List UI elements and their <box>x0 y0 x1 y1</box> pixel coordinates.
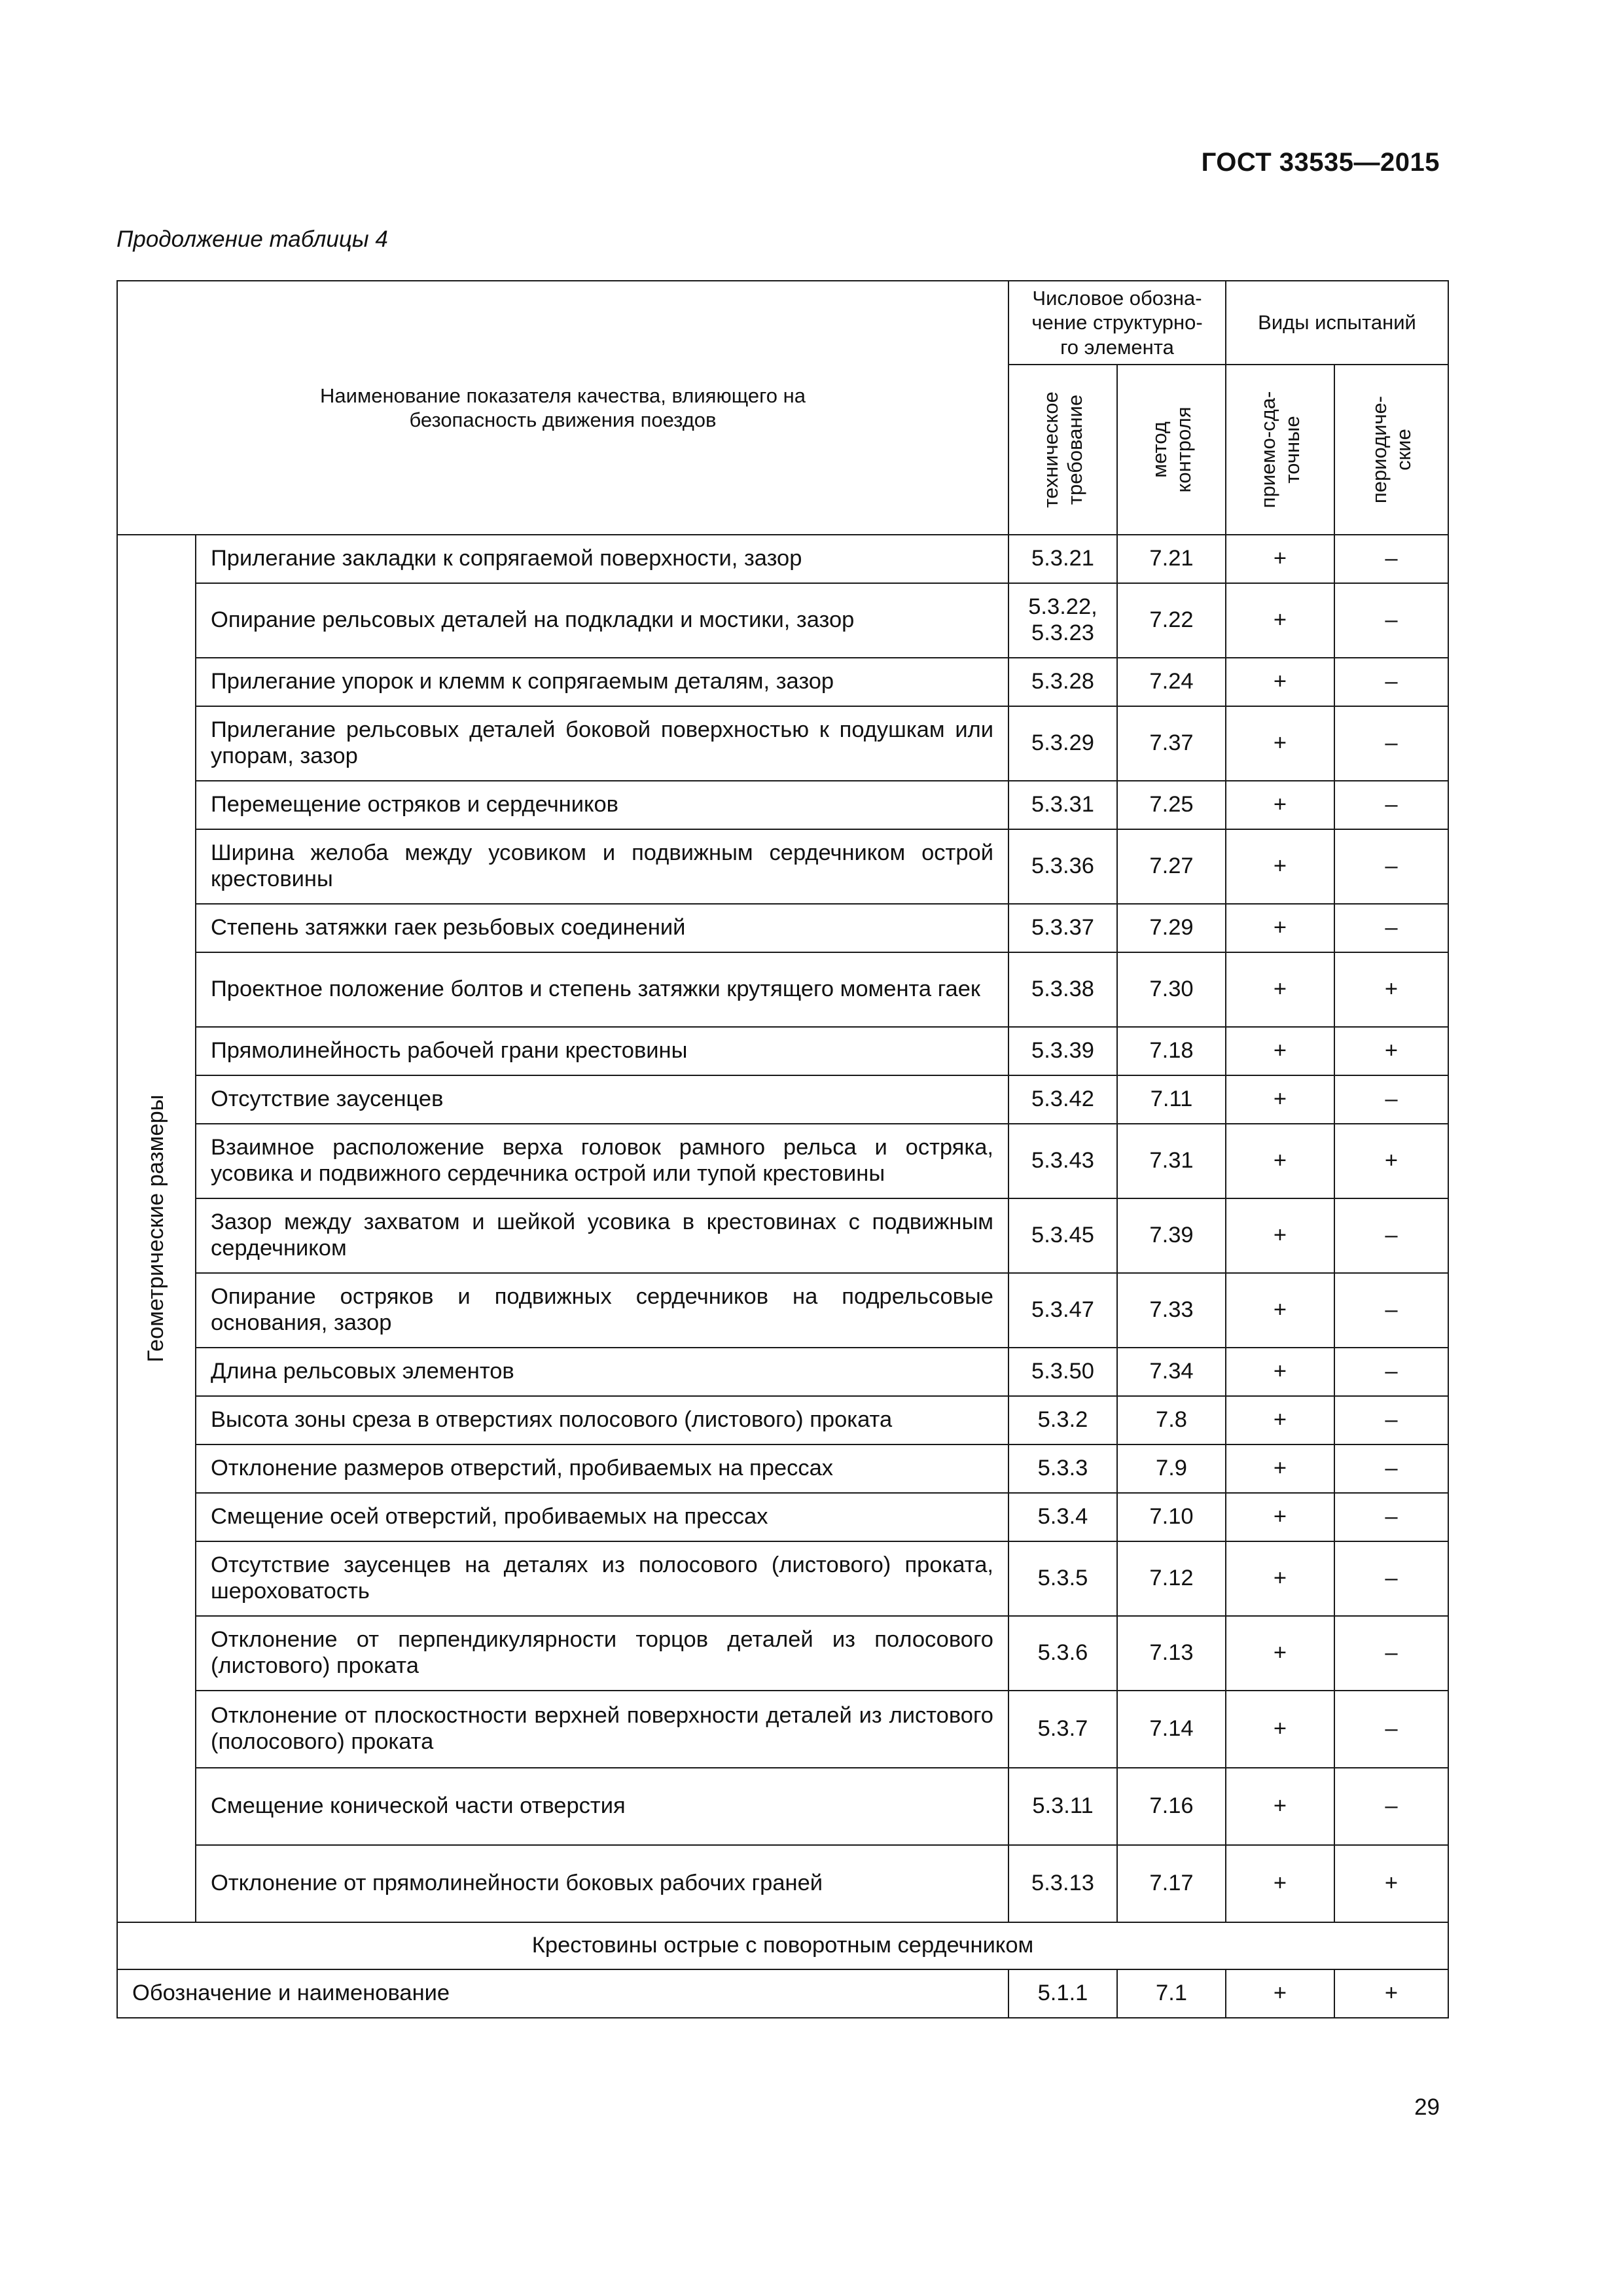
technical-requirement-cell: 5.3.45 <box>1008 1198 1117 1273</box>
indicator-name-cell: Прилегание упорок и клемм к сопрягаемым деталям, зазор <box>196 658 1008 706</box>
table-row <box>117 1444 1448 1493</box>
periodic-test-cell: – <box>1334 1273 1448 1348</box>
table-row <box>117 1124 1448 1198</box>
periodic-test-cell: – <box>1334 781 1448 829</box>
technical-requirement-cell: 5.3.22, 5.3.23 <box>1008 583 1117 658</box>
table-row <box>117 1691 1448 1768</box>
acceptance-test-cell: + <box>1226 1493 1334 1541</box>
acceptance-test-cell: + <box>1226 1845 1334 1922</box>
indicator-name-cell: Опирание остряков и подвижных сердечников на подрельсовые основания, зазор <box>196 1273 1008 1348</box>
indicator-name-cell: Отклонение от перпендикулярности торцов деталей из полосового (листового) проката <box>196 1616 1008 1691</box>
control-method-cell: 7.31 <box>1117 1124 1226 1198</box>
indicator-name-cell: Длина рельсовых элементов <box>196 1348 1008 1396</box>
page-number: 29 <box>1414 2094 1440 2120</box>
technical-requirement-cell: 5.3.11 <box>1008 1768 1117 1845</box>
table-row <box>117 904 1448 952</box>
header-periodic-tests <box>1334 365 1448 535</box>
acceptance-test-cell: + <box>1226 952 1334 1027</box>
acceptance-test-cell: + <box>1226 1075 1334 1124</box>
header-structural-element-line-3: го элемента <box>1060 335 1174 359</box>
group-label-cell <box>117 535 196 1922</box>
technical-requirement-cell: 5.3.4 <box>1008 1493 1117 1541</box>
indicator-name-cell: Проектное положение болтов и степень затяжки крутящего момента гаек <box>196 952 1008 1027</box>
indicator-name-cell: Опирание рельсовых деталей на подкладки и мостики, зазор <box>196 583 1008 658</box>
technical-requirement-cell: 5.3.3 <box>1008 1444 1117 1493</box>
header-control-method <box>1117 365 1226 535</box>
acceptance-test-cell: + <box>1226 706 1334 781</box>
header-periodic-tests-text: периодиче- ские <box>1367 395 1415 504</box>
technical-requirement-cell: 5.3.43 <box>1008 1124 1117 1198</box>
technical-requirement-cell: 5.3.28 <box>1008 658 1117 706</box>
periodic-test-cell: – <box>1334 904 1448 952</box>
acceptance-test-cell: + <box>1226 1027 1334 1075</box>
periodic-test-cell: – <box>1334 829 1448 904</box>
indicator-name-cell: Прилегание рельсовых деталей боковой поверхностью к подушкам или упорам, зазор <box>196 706 1008 781</box>
acceptance-test-cell: + <box>1226 1768 1334 1845</box>
acceptance-test-cell: + <box>1226 829 1334 904</box>
table-row <box>117 952 1448 1027</box>
indicator-name-cell: Отсутствие заусенцев на деталях из полосового (листового) проката, шероховатость <box>196 1541 1008 1616</box>
technical-requirement-cell: 5.3.42 <box>1008 1075 1117 1124</box>
acceptance-test-cell: + <box>1226 1124 1334 1198</box>
periodic-test-cell: – <box>1334 1541 1448 1616</box>
control-method-cell: 7.34 <box>1117 1348 1226 1396</box>
table-row <box>117 1768 1448 1845</box>
periodic-test-cell: – <box>1334 1616 1448 1691</box>
indicator-name-cell: Отклонение размеров отверстий, пробиваемых на прессах <box>196 1444 1008 1493</box>
table-row <box>117 1348 1448 1396</box>
indicator-name-cell: Взаимное расположение верха головок рамного рельса и остряка, усовика и подвижного сердечника острой или тупой крестовины <box>196 1124 1008 1198</box>
indicator-name-cell: Высота зоны среза в отверстиях полосового (листового) проката <box>196 1396 1008 1444</box>
acceptance-test-cell: + <box>1226 1198 1334 1273</box>
control-method-cell: 7.16 <box>1117 1768 1226 1845</box>
technical-requirement-cell: 5.3.13 <box>1008 1845 1117 1922</box>
indicator-name-cell: Перемещение остряков и сердечников <box>196 781 1008 829</box>
header-row-1 <box>117 281 1448 365</box>
section-title: Крестовины острые с поворотным сердечником <box>117 1922 1448 1969</box>
acceptance-test-cell: + <box>1226 1396 1334 1444</box>
control-method-cell: 7.12 <box>1117 1541 1226 1616</box>
periodic-test-cell: – <box>1334 1348 1448 1396</box>
indicator-name-cell: Степень затяжки гаек резьбовых соединений <box>196 904 1008 952</box>
header-quality-indicator-name <box>117 281 1008 535</box>
indicator-name-cell: Прямолинейность рабочей грани крестовины <box>196 1027 1008 1075</box>
acceptance-test-cell: + <box>1226 904 1334 952</box>
acceptance-test-cell: + <box>1226 1691 1334 1768</box>
technical-requirement-cell: 5.3.2 <box>1008 1396 1117 1444</box>
header-control-method-text: метод контроля <box>1147 406 1195 493</box>
table-row <box>117 1493 1448 1541</box>
table-row <box>117 1027 1448 1075</box>
periodic-test-cell: – <box>1334 583 1448 658</box>
table-row <box>117 706 1448 781</box>
indicator-name-cell: Смещение осей отверстий, пробиваемых на прессах <box>196 1493 1008 1541</box>
periodic-test-cell: + <box>1334 1845 1448 1922</box>
periodic-test-cell: – <box>1334 706 1448 781</box>
table-row <box>117 658 1448 706</box>
control-method-cell: 7.13 <box>1117 1616 1226 1691</box>
periodic-test-cell: – <box>1334 1396 1448 1444</box>
control-method-cell: 7.37 <box>1117 706 1226 781</box>
control-method-cell: 7.10 <box>1117 1493 1226 1541</box>
acceptance-test-cell: + <box>1226 1541 1334 1616</box>
table-row <box>117 1273 1448 1348</box>
indicator-name-cell: Отсутствие заусенцев <box>196 1075 1008 1124</box>
technical-requirement-cell: 5.3.7 <box>1008 1691 1117 1768</box>
acceptance-test-cell: + <box>1226 1444 1334 1493</box>
indicator-name-cell: Обозначение и наименование <box>117 1969 1008 2018</box>
technical-requirement-cell: 5.3.38 <box>1008 952 1117 1027</box>
indicator-name-cell: Ширина желоба между усовиком и подвижным сердечником острой крестовины <box>196 829 1008 904</box>
indicator-name-cell: Отклонение от плоскостности верхней поверхности деталей из листового (полосового) проката <box>196 1691 1008 1768</box>
technical-requirement-cell: 5.3.31 <box>1008 781 1117 829</box>
table-row <box>117 829 1448 904</box>
periodic-test-cell: + <box>1334 1124 1448 1198</box>
technical-requirement-cell: 5.3.47 <box>1008 1273 1117 1348</box>
control-method-cell: 7.18 <box>1117 1027 1226 1075</box>
table-row <box>117 1075 1448 1124</box>
periodic-test-cell: – <box>1334 1075 1448 1124</box>
document-code: ГОСТ 33535—2015 <box>1201 148 1440 177</box>
control-method-cell: 7.14 <box>1117 1691 1226 1768</box>
periodic-test-cell: – <box>1334 1691 1448 1768</box>
acceptance-test-cell: + <box>1226 1969 1334 2018</box>
header-test-types <box>1226 281 1448 365</box>
technical-requirement-cell: 5.3.29 <box>1008 706 1117 781</box>
technical-requirement-cell: 5.3.36 <box>1008 829 1117 904</box>
control-method-cell: 7.11 <box>1117 1075 1226 1124</box>
header-test-types-text: Виды испытаний <box>1258 311 1416 334</box>
group-label: Геометрические размеры <box>143 1094 169 1363</box>
acceptance-test-cell: + <box>1226 1348 1334 1396</box>
header-structural-element-line-1: Числовое обозна- <box>1032 287 1202 310</box>
table-row <box>117 535 1448 583</box>
control-method-cell: 7.24 <box>1117 658 1226 706</box>
control-method-cell: 7.8 <box>1117 1396 1226 1444</box>
table-continuation-caption: Продолжение таблицы 4 <box>116 226 388 252</box>
control-method-cell: 7.9 <box>1117 1444 1226 1493</box>
table-row <box>117 1845 1448 1922</box>
header-structural-element <box>1008 281 1226 365</box>
indicator-name-cell: Смещение конической части отверстия <box>196 1768 1008 1845</box>
periodic-test-cell: + <box>1334 952 1448 1027</box>
control-method-cell: 7.1 <box>1117 1969 1226 2018</box>
acceptance-test-cell: + <box>1226 1616 1334 1691</box>
control-method-cell: 7.22 <box>1117 583 1226 658</box>
header-technical-requirement-text: техническое требование <box>1039 391 1086 508</box>
table-row <box>117 1396 1448 1444</box>
control-method-cell: 7.39 <box>1117 1198 1226 1273</box>
technical-requirement-cell: 5.3.5 <box>1008 1541 1117 1616</box>
periodic-test-cell: – <box>1334 1493 1448 1541</box>
acceptance-test-cell: + <box>1226 658 1334 706</box>
control-method-cell: 7.25 <box>1117 781 1226 829</box>
table-row <box>117 1541 1448 1616</box>
periodic-test-cell: – <box>1334 1198 1448 1273</box>
periodic-test-cell: – <box>1334 1768 1448 1845</box>
periodic-test-cell: + <box>1334 1027 1448 1075</box>
control-method-cell: 7.17 <box>1117 1845 1226 1922</box>
technical-requirement-cell: 5.1.1 <box>1008 1969 1117 2018</box>
control-method-cell: 7.30 <box>1117 952 1226 1027</box>
section-row <box>117 1922 1448 1969</box>
table-row <box>117 1616 1448 1691</box>
header-technical-requirement <box>1008 365 1117 535</box>
indicator-name-cell: Прилегание закладки к сопрягаемой поверхности, зазор <box>196 535 1008 583</box>
acceptance-test-cell: + <box>1226 781 1334 829</box>
indicator-name-cell: Отклонение от прямолинейности боковых рабочих граней <box>196 1845 1008 1922</box>
table-row <box>117 583 1448 658</box>
header-acceptance-tests-text: приемо-сда- точные <box>1256 391 1304 509</box>
periodic-test-cell: – <box>1334 535 1448 583</box>
acceptance-test-cell: + <box>1226 583 1334 658</box>
control-method-cell: 7.27 <box>1117 829 1226 904</box>
quality-indicators-table <box>116 280 1449 2018</box>
technical-requirement-cell: 5.3.6 <box>1008 1616 1117 1691</box>
table-row <box>117 1969 1448 2018</box>
technical-requirement-cell: 5.3.39 <box>1008 1027 1117 1075</box>
header-structural-element-line-2: чение структурно- <box>1031 311 1203 334</box>
indicator-name-cell: Зазор между захватом и шейкой усовика в крестовинах с подвижным сердечником <box>196 1198 1008 1273</box>
periodic-test-cell: + <box>1334 1969 1448 2018</box>
header-quality-indicator-name-text: Наименование показателя качества, влияющего на безопасность движения поездов <box>320 384 806 431</box>
acceptance-test-cell: + <box>1226 535 1334 583</box>
control-method-cell: 7.21 <box>1117 535 1226 583</box>
header-acceptance-tests <box>1226 365 1334 535</box>
technical-requirement-cell: 5.3.21 <box>1008 535 1117 583</box>
technical-requirement-cell: 5.3.50 <box>1008 1348 1117 1396</box>
acceptance-test-cell: + <box>1226 1273 1334 1348</box>
technical-requirement-cell: 5.3.37 <box>1008 904 1117 952</box>
table-row <box>117 1198 1448 1273</box>
periodic-test-cell: – <box>1334 658 1448 706</box>
table-row <box>117 781 1448 829</box>
control-method-cell: 7.29 <box>1117 904 1226 952</box>
control-method-cell: 7.33 <box>1117 1273 1226 1348</box>
periodic-test-cell: – <box>1334 1444 1448 1493</box>
